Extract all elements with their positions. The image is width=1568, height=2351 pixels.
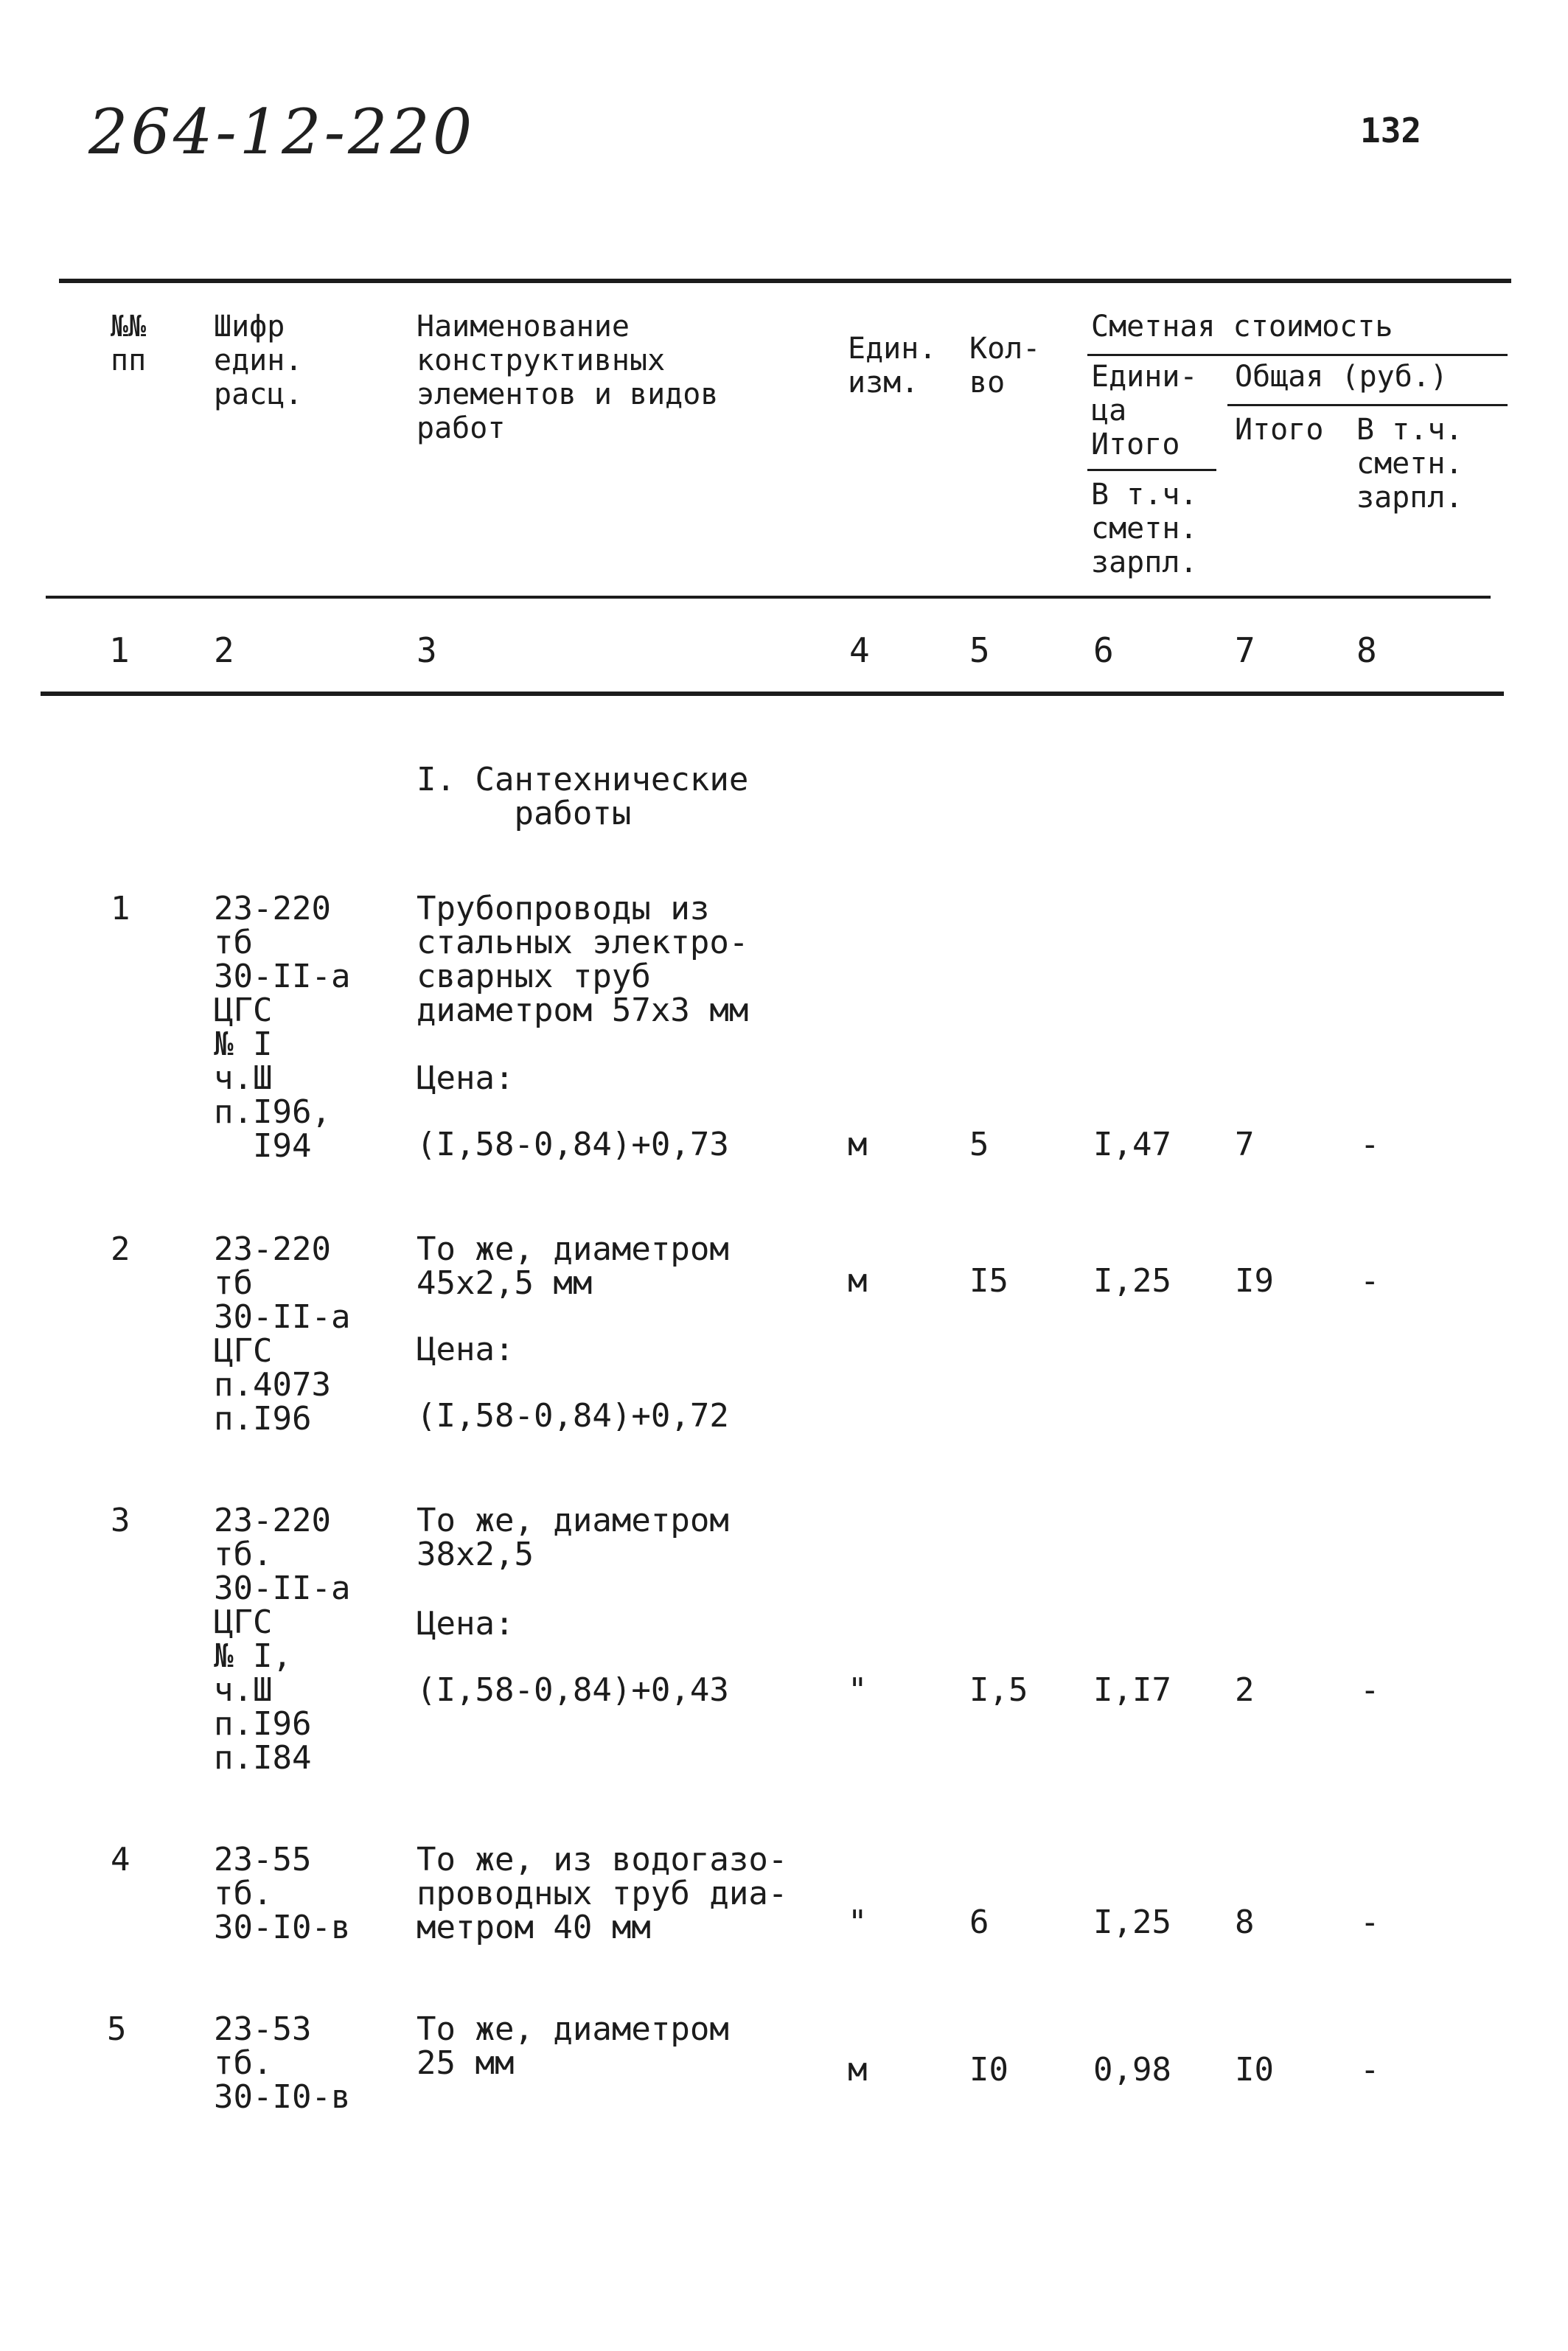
header-divider-cost — [1087, 354, 1508, 356]
header-unit-price: Едини- ца — [1091, 360, 1198, 428]
header-divider-total — [1227, 404, 1508, 406]
row-wages: - — [1360, 1904, 1380, 1941]
page-number: 132 — [1360, 111, 1422, 150]
row-unit-cost: I,I7 — [1093, 1671, 1171, 1709]
header-unit-wages: В т.ч. сметн. зарпл. — [1091, 478, 1198, 579]
row-code: 23-220 тб 30-II-а ЦГС № I ч.Ш п.I96, I94 — [214, 890, 351, 1165]
row-quantity: I0 — [969, 2051, 1008, 2089]
row-description: То же, диаметром 25 мм — [417, 2010, 729, 2082]
column-number: 3 — [417, 630, 437, 670]
column-numbers-rule — [41, 692, 1504, 696]
row-quantity: 6 — [969, 1904, 989, 1941]
header-total-group: Общая (руб.) — [1235, 360, 1448, 394]
row-code: 23-53 тб. 30-I0-в — [214, 2010, 351, 2116]
row-quantity: 5 — [969, 1126, 989, 1163]
header-number: №№ пп — [111, 310, 147, 377]
header-quantity: Кол- во — [969, 332, 1041, 400]
row-total: 7 — [1235, 1126, 1255, 1163]
row-wages: - — [1360, 1126, 1380, 1163]
row-unit-cost: 0,98 — [1093, 2051, 1171, 2089]
document-code: 264-12-220 — [88, 96, 475, 168]
header-code: Шифр един. расц. — [214, 310, 303, 411]
header-unit: Един. изм. — [848, 332, 937, 400]
row-unit-cost: I,25 — [1093, 1262, 1171, 1300]
row-unit: " — [848, 1904, 868, 1941]
row-unit: " — [848, 1671, 868, 1709]
header-total-wages: В т.ч. сметн. зарпл. — [1356, 413, 1463, 515]
header-cost-group: Сметная стоимость — [1091, 310, 1393, 344]
header-description: Наименование конструктивных элементов и видов работ — [417, 310, 719, 445]
row-number: 5 — [107, 2010, 127, 2048]
header-total-total: Итого — [1235, 413, 1324, 447]
column-number: 5 — [969, 630, 990, 670]
row-unit-cost: I,25 — [1093, 1904, 1171, 1941]
row-quantity: I5 — [969, 1262, 1008, 1300]
row-number: 2 — [111, 1230, 130, 1268]
header-divider-unit — [1087, 469, 1216, 471]
row-quantity: I,5 — [969, 1671, 1028, 1709]
row-total: 2 — [1235, 1671, 1255, 1709]
row-code: 23-55 тб. 30-I0-в — [214, 1841, 351, 1946]
row-price-label: Цена: — [417, 1331, 515, 1368]
row-description: То же, из водогазо- проводных труб диа- метром 40 мм — [417, 1841, 788, 1946]
column-number: 8 — [1356, 630, 1377, 670]
row-unit: м — [848, 2051, 868, 2089]
row-unit: м — [848, 1126, 868, 1163]
row-code: 23-220 тб 30-II-а ЦГС п.4073 п.I96 — [214, 1230, 351, 1438]
column-number: 6 — [1093, 630, 1114, 670]
row-description: Трубопроводы из стальных электро- сварных труб диаметром 57х3 мм — [417, 890, 749, 1029]
column-number: 2 — [214, 630, 234, 670]
row-total: 8 — [1235, 1904, 1255, 1941]
row-unit-cost: I,47 — [1093, 1126, 1171, 1163]
row-wages: - — [1360, 1671, 1380, 1709]
row-price-label: Цена: — [417, 1059, 515, 1097]
row-number: 4 — [111, 1841, 130, 1878]
column-number: 7 — [1235, 630, 1255, 670]
row-total: I9 — [1235, 1262, 1274, 1300]
row-number: 3 — [111, 1502, 130, 1539]
column-number: 4 — [849, 630, 870, 670]
section-title: I. Сантехнические работы — [417, 761, 749, 832]
row-price-formula: (I,58-0,84)+0,73 — [417, 1126, 729, 1163]
row-price-label: Цена: — [417, 1605, 515, 1643]
header-bottom-rule — [46, 596, 1491, 599]
row-total: I0 — [1235, 2051, 1274, 2089]
row-description: То же, диаметром 38х2,5 — [417, 1502, 729, 1573]
row-number: 1 — [111, 890, 130, 927]
column-number: 1 — [109, 630, 130, 670]
row-price-formula: (I,58-0,84)+0,43 — [417, 1671, 729, 1709]
row-code: 23-220 тб. 30-II-а ЦГС № I, ч.Ш п.I96 п.I84 — [214, 1502, 351, 1777]
row-price-formula: (I,58-0,84)+0,72 — [417, 1397, 729, 1435]
row-description: То же, диаметром 45х2,5 мм — [417, 1230, 729, 1302]
row-unit: м — [848, 1262, 868, 1300]
row-wages: - — [1360, 2051, 1380, 2089]
table-top-rule — [59, 279, 1511, 283]
header-unit-total: Итого — [1091, 428, 1180, 462]
row-wages: - — [1360, 1262, 1380, 1300]
